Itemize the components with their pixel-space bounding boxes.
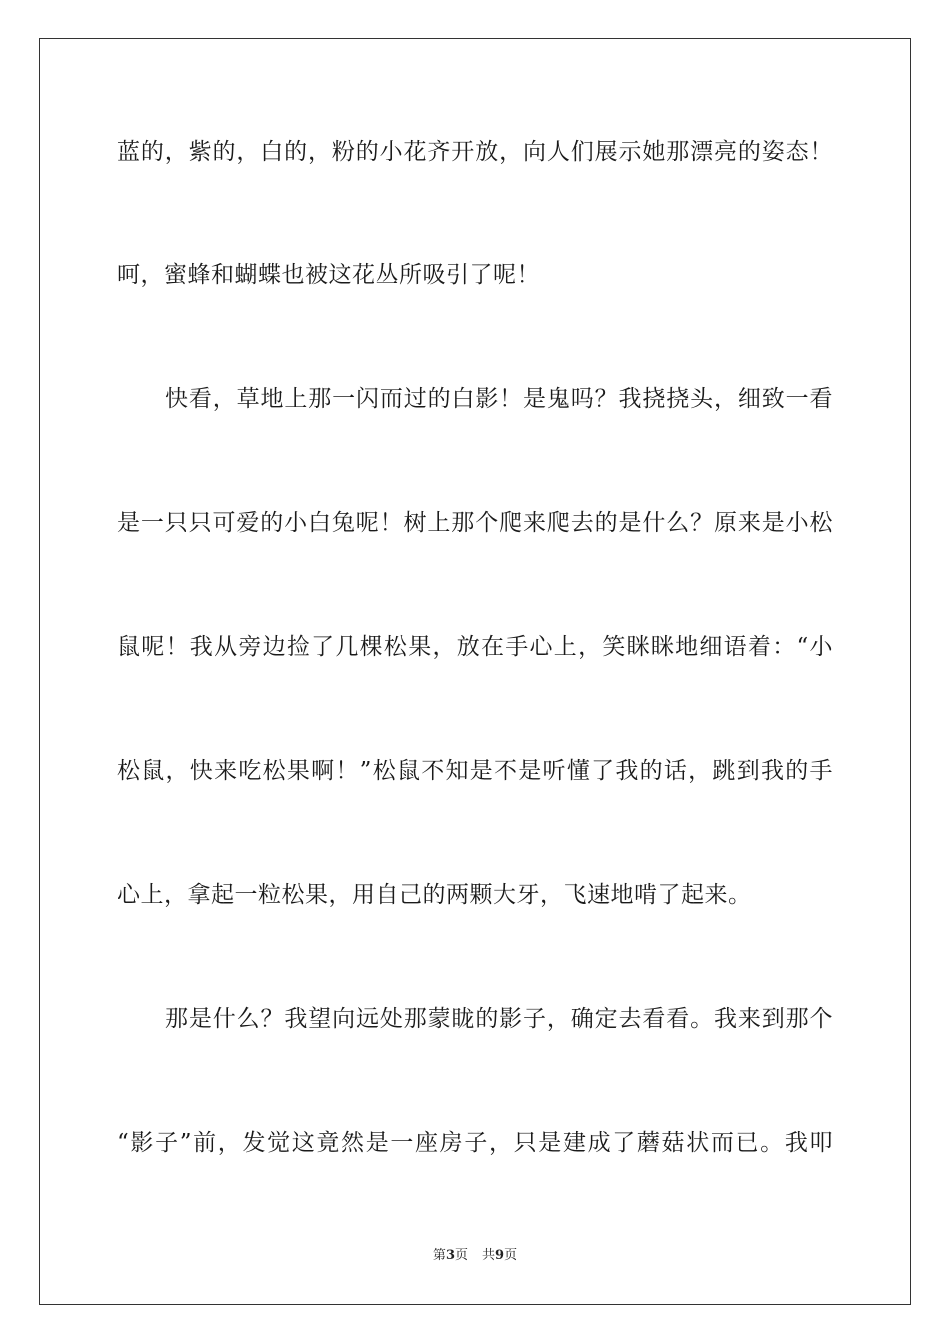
- page-current: 3: [445, 1248, 455, 1263]
- total-unit: 页: [504, 1248, 518, 1263]
- page-unit: 页: [454, 1248, 468, 1263]
- text-line-4: 是一只只可爱的小白兔呢！树上那个爬来爬去的是什么？原来是小松: [117, 510, 833, 536]
- text-line-5: 鼠呢！我从旁边捡了几棵松果，放在手心上，笑眯眯地细语着：“小: [117, 634, 833, 660]
- text-line-9: “影子”前，发觉这竟然是一座房子，只是建成了蘑菇状而已。我叩: [117, 1130, 833, 1156]
- text-line-3: 快看，草地上那一闪而过的白影！是鬼吗？我挠挠头，细致一看: [165, 386, 833, 412]
- text-line-8: 那是什么？我望向远处那蒙眬的影子，确定去看看。我来到那个: [165, 1006, 833, 1032]
- page-prefix: 第: [432, 1248, 446, 1263]
- page-total: 9: [495, 1248, 505, 1263]
- text-line-7: 心上，拿起一粒松果，用自己的两颗大牙，飞速地啃了起来。: [117, 882, 752, 908]
- text-line-1: 蓝的，紫的，白的，粉的小花齐开放，向人们展示她那漂亮的姿态！: [117, 139, 833, 165]
- page-frame: [39, 38, 911, 1305]
- total-prefix: 共: [482, 1248, 496, 1263]
- text-line-2: 呵，蜜蜂和蝴蝶也被这花丛所吸引了呢！: [117, 262, 540, 288]
- text-line-6: 松鼠，快来吃松果啊！”松鼠不知是不是听懂了我的话，跳到我的手: [117, 758, 833, 784]
- page-footer: [0, 1247, 950, 1265]
